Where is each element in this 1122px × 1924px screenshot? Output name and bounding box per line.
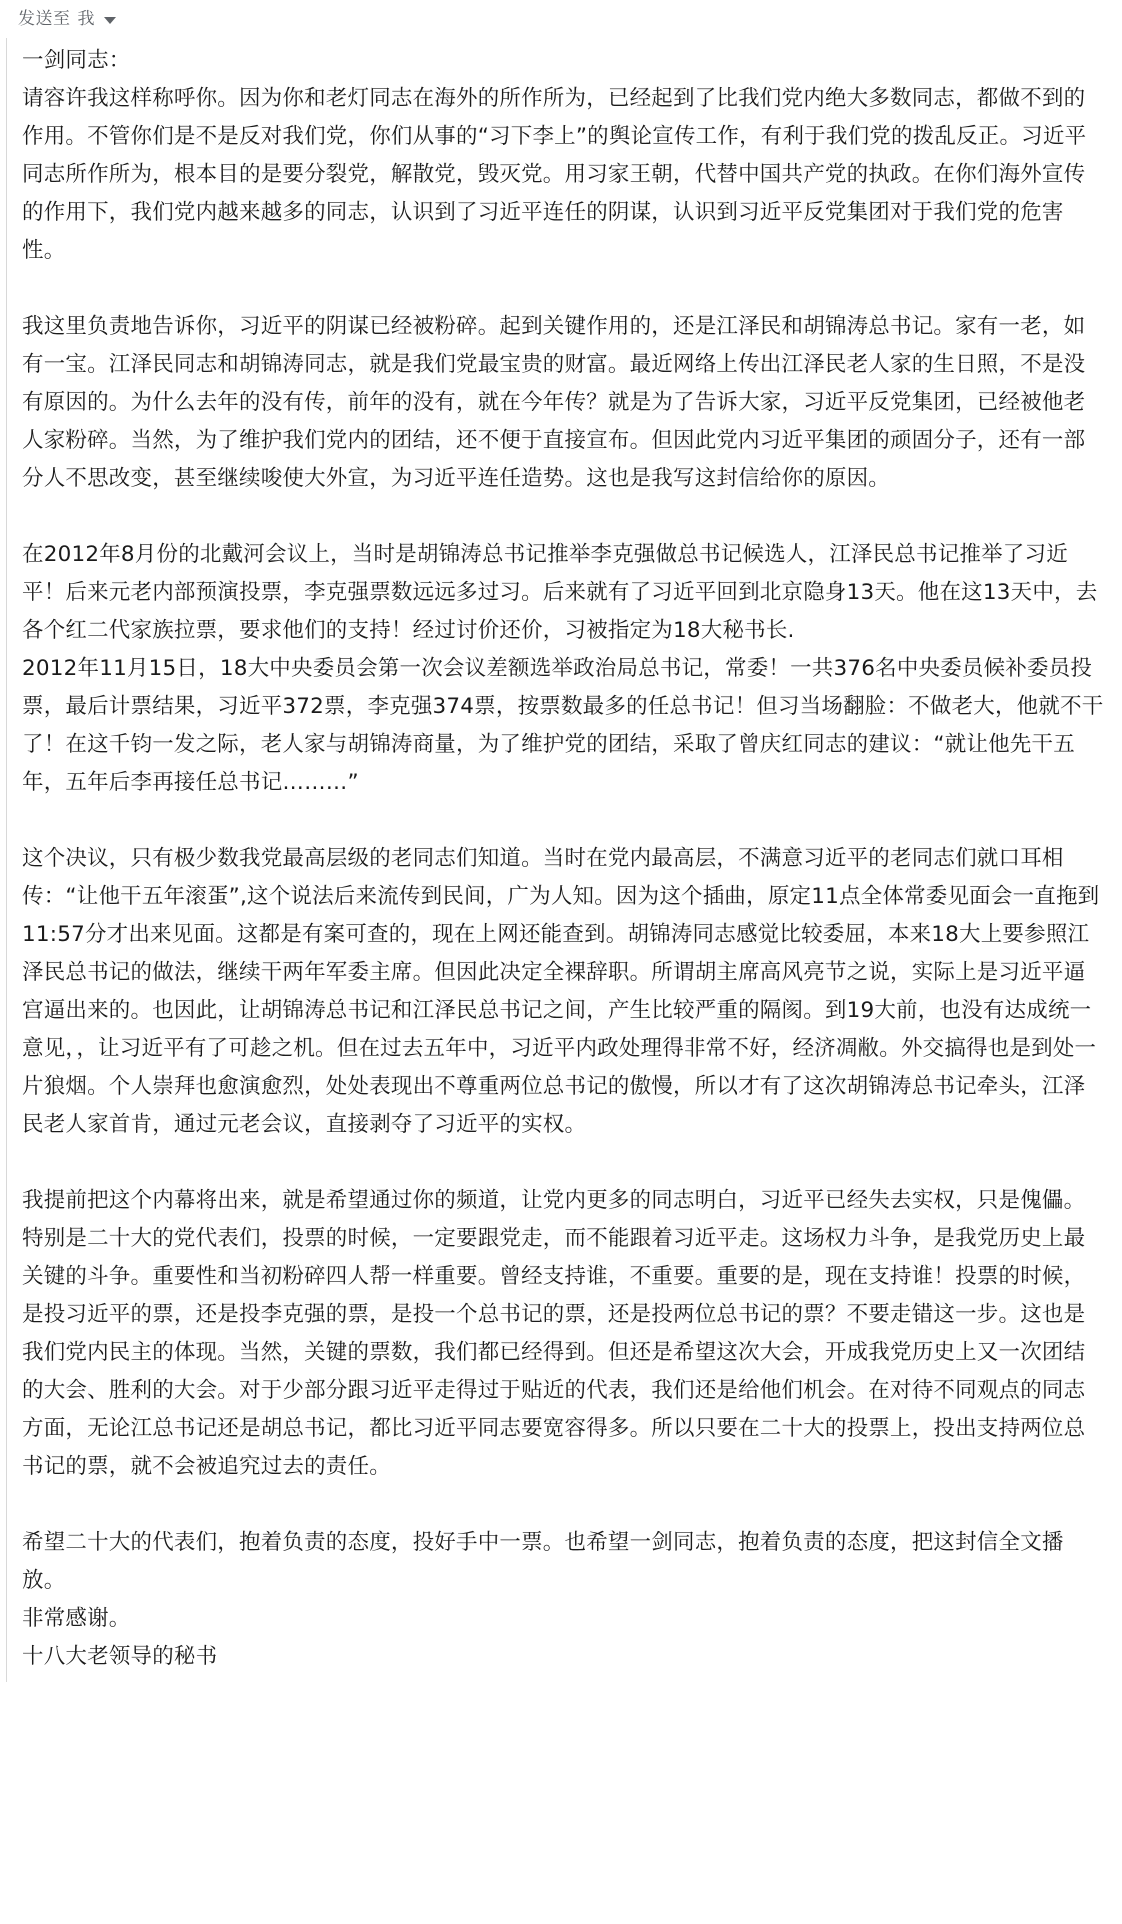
paragraph-spacer <box>22 1144 1104 1182</box>
paragraph-spacer <box>22 498 1104 536</box>
letter-paragraph: 我提前把这个内幕将出来，就是希望通过你的频道，让党内更多的同志明白，习近平已经失去实权，只是傀儡。特别是二十大的党代表们，投票的时候，一定要跟党走，而不能跟着习近平走。这场权力斗争，是我党历史上最关键的斗争。重要性和当初粉碎四人帮一样重要。曾经支持谁，不重要。重要的是，现在支持谁！投票的时候，是投习近平的票，还是投李克强的票，是投一个总书记的票，还是投两位总书记的票？不要走错这一步。这也是我们党内民主的体现。当然，关键的票数，我们都已经得到。但还是希望这次大会，开成我党历史上又一次团结的大会、胜利的大会。对于少部分跟习近平走得过于贴近的代表，我们还是给他们机会。在对待不同观点的同志方面，无论江总书记还是胡总书记，都比习近平同志要宽容得多。所以只要在二十大的投票上，投出支持两位总书记的票，就不会被追究过去的责任。 <box>22 1188 1086 1479</box>
paragraph-spacer <box>22 270 1104 308</box>
paragraph-spacer <box>22 802 1104 840</box>
paragraph-spacer <box>22 1486 1104 1524</box>
mail-header <box>0 0 1122 38</box>
letter-body <box>0 38 1122 1700</box>
recipient-name: 我 <box>77 8 95 29</box>
letter-paragraph: 2012年11月15日，18大中央委员会第一次会议差额选举政治局总书记，常委！一共376名中央委员候补委员投票，最后计票结果，习近平372票，李克强374票，按票数最多的任总书记！但习当场翻脸：不做老大，他就不干了！在这千钧一发之际，老人家与胡锦涛商量，为了维护党的团结，采取了曾庆红同志的建议：“就让他先干五年，五年后李再接任总书记………” <box>22 656 1104 795</box>
letter-thanks: 非常感谢。 <box>22 1606 131 1631</box>
letter-paragraph: 这个决议，只有极少数我党最高层级的老同志们知道。当时在党内最高层，不满意习近平的老同志们就口耳相传：“让他干五年滚蛋”,这个说法后来流传到民间，广为人知。因为这个插曲，原定11点全体常委见面会一直拖到11:57分才出来见面。这都是有案可查的，现在上网还能查到。胡锦涛同志感觉比较委屈，本来18大上要参照江泽民总书记的做法，继续干两年军委主席。但因此决定全裸辞职。所谓胡主席高风亮节之说，实际上是习近平逼宫逼出来的。也因此，让胡锦涛总书记和江泽民总书记之间，产生比较严重的隔阂。到19大前，也没有达成统一意见，，让习近平有了可趁之机。但在过去五年中，习近平内政处理得非常不好，经济凋敝。外交搞得也是到处一片狼烟。个人崇拜也愈演愈烈，处处表现出不尊重两位总书记的傲慢，所以才有了这次胡锦涛总书记牵头，江泽民老人家首肯，通过元老会议，直接剥夺了习近平的实权。 <box>22 846 1100 1137</box>
letter-paragraph: 请容许我这样称呼你。因为你和老灯同志在海外的所作所为，已经起到了比我们党内绝大多数同志，都做不到的作用。不管你们是不是反对我们党，你们从事的“习下李上”的舆论宣传工作，有利于我们党的拨乱反正。习近平同志所作所为，根本目的是要分裂党，解散党，毁灭党。用习家王朝，代替中国共产党的执政。在你们海外宣传的作用下，我们党内越来越多的同志，认识到了习近平连任的阴谋，认识到习近平反党集团对于我们党的危害性。 <box>22 86 1087 263</box>
send-to-label: 发送至 <box>18 8 71 29</box>
letter-salutation: 一剑同志： <box>22 48 131 73</box>
letter-paragraph: 在2012年8月份的北戴河会议上，当时是胡锦涛总书记推举李克强做总书记候选人，江泽民总书记推举了习近平！后来元老内部预演投票，李克强票数远远多过习。后来就有了习近平回到北京隐身13天。他在这13天中，去各个红二代家族拉票，要求他们的支持！经过讨价还价，习被指定为18大秘书长. <box>22 542 1098 643</box>
letter-signature: 十八大老领导的秘书 <box>22 1644 218 1669</box>
chevron-down-icon[interactable] <box>104 17 116 24</box>
recipient-selector[interactable] <box>18 8 116 29</box>
letter-paragraph: 我这里负责地告诉你，习近平的阴谋已经被粉碎。起到关键作用的，还是江泽民和胡锦涛总书记。家有一老，如有一宝。江泽民同志和胡锦涛同志，就是我们党最宝贵的财富。最近网络上传出江泽民老人家的生日照，不是没有原因的。为什么去年的没有传，前年的没有，就在今年传？就是为了告诉大家，习近平反党集团，已经被他老人家粉碎。当然，为了维护我们党内的团结，还不便于直接宣布。但因此党内习近平集团的顽固分子，还有一部分人不思改变，甚至继续唆使大外宣，为习近平连任造势。这也是我写这封信给你的原因。 <box>22 314 1086 491</box>
letter-paragraph: 希望二十大的代表们，抱着负责的态度，投好手中一票。也希望一剑同志，抱着负责的态度，把这封信全文播放。 <box>22 1530 1064 1593</box>
